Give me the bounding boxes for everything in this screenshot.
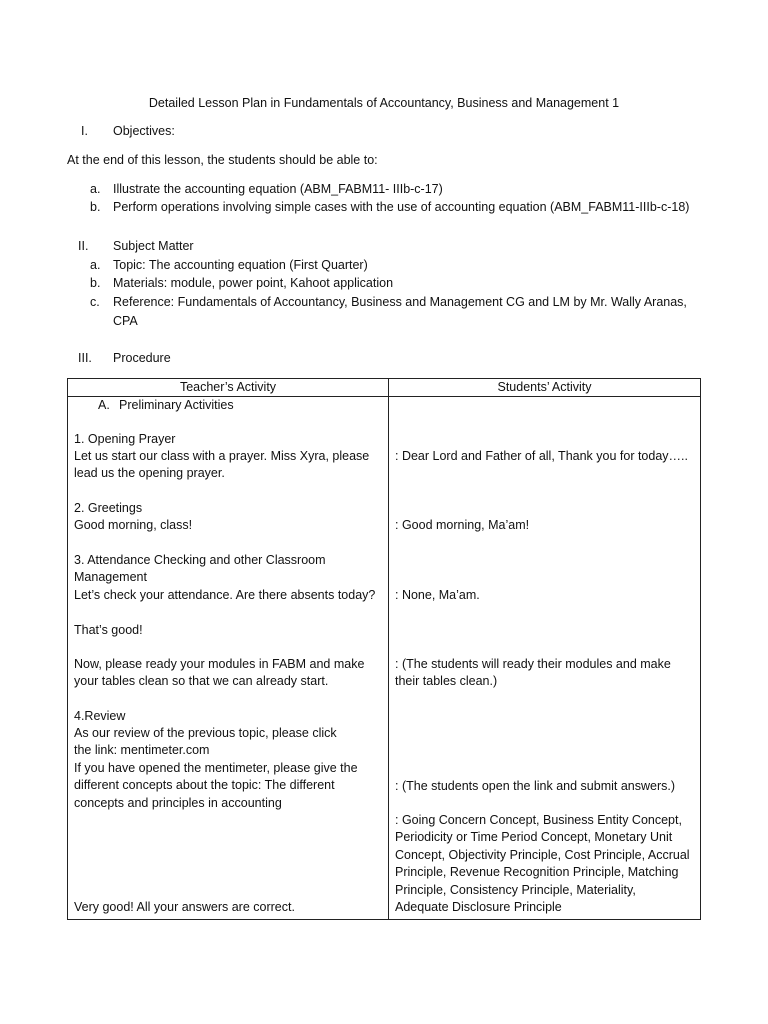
greetings-heading: 2. Greetings [74, 501, 143, 515]
subject-a-text: Topic: The accounting equation (First Quarter) [113, 258, 368, 272]
teacher-activity-header: Teacher’s Activity [68, 379, 389, 397]
preliminary-heading: Preliminary Activities [119, 398, 234, 412]
student-review-response: : (The students open the link and submit answers.) [395, 779, 676, 793]
student-ready-response: : (The students will ready their modules and make their tables clean.) [395, 657, 671, 689]
student-greeting-response: : Good morning, Ma’am! [395, 518, 530, 532]
objectives-intro: At the end of this lesson, the students should be able to: [67, 153, 378, 167]
ready-modules-text: Now, please ready your modules in FABM and make your tables clean so that we can already start. [74, 657, 365, 689]
table-row [68, 397, 701, 920]
section-2-number: II. [78, 239, 89, 253]
subject-c-marker: c. [90, 295, 100, 309]
attendance-text: 3. Attendance Checking and other Classroom Management Let’s check your attendance. Are there absents today? [74, 553, 376, 602]
section-3-number: III. [78, 351, 92, 365]
students-activity-header: Students’ Activity [389, 379, 701, 397]
opening-prayer-text: Let us start our class with a prayer. Miss Xyra, please lead us the opening prayer. [74, 449, 370, 481]
section-2-heading: Subject Matter [113, 239, 194, 253]
review-text: As our review of the previous topic, please click the link: mentimeter.com If you have opened the mentimeter, please give the different concepts about the topic: The different concepts and principles in accounting [74, 726, 358, 810]
objective-b-text: Perform operations involving simple cases with the use of accounting equation (ABM_FABM11-IIIb-c-18) [113, 200, 690, 214]
procedure-table [67, 378, 701, 920]
students-activity-cell [389, 397, 701, 920]
objective-b-marker: b. [90, 200, 101, 214]
greetings-text: Good morning, class! [74, 518, 193, 532]
very-good-text: Very good! All your answers are correct. [74, 900, 295, 914]
subject-a-marker: a. [90, 258, 101, 272]
document-title: Detailed Lesson Plan in Fundamentals of Accountancy, Business and Management 1 [148, 96, 620, 110]
student-attendance-response: : None, Ma’am. [395, 588, 480, 602]
teacher-activity-cell [68, 397, 389, 920]
opening-prayer-heading: 1. Opening Prayer [74, 432, 176, 446]
preliminary-marker: A. [98, 398, 110, 412]
review-heading: 4.Review [74, 709, 126, 723]
subject-c-text: Reference: Fundamentals of Accountancy, Business and Management CG and LM by Mr. Wally Aranas, [113, 295, 687, 309]
section-3-heading: Procedure [113, 351, 171, 365]
subject-b-marker: b. [90, 276, 101, 290]
thats-good-text: That’s good! [74, 623, 143, 637]
objective-a-marker: a. [90, 182, 101, 196]
subject-c-text-cont: CPA [113, 314, 138, 328]
student-answers: : Going Concern Concept, Business Entity Concept, Periodicity or Time Period Concept, Monetary Unit Concept, Objectivity Principle, Cost Principle, Accrual Principle, Revenue Recognition Principle, Matching Principle, Consistency Principle, Materiality, Adequate Disclosure Principle [395, 813, 690, 915]
objective-a-text: Illustrate the accounting equation (ABM_FABM11- IIIb-c-17) [113, 182, 443, 196]
section-1-number: I. [81, 124, 88, 138]
section-1-heading: Objectives: [113, 124, 175, 138]
subject-b-text: Materials: module, power point, Kahoot application [113, 276, 394, 290]
table-header-row [68, 379, 701, 397]
student-prayer-response: : Dear Lord and Father of all, Thank you for today….. [395, 449, 688, 463]
